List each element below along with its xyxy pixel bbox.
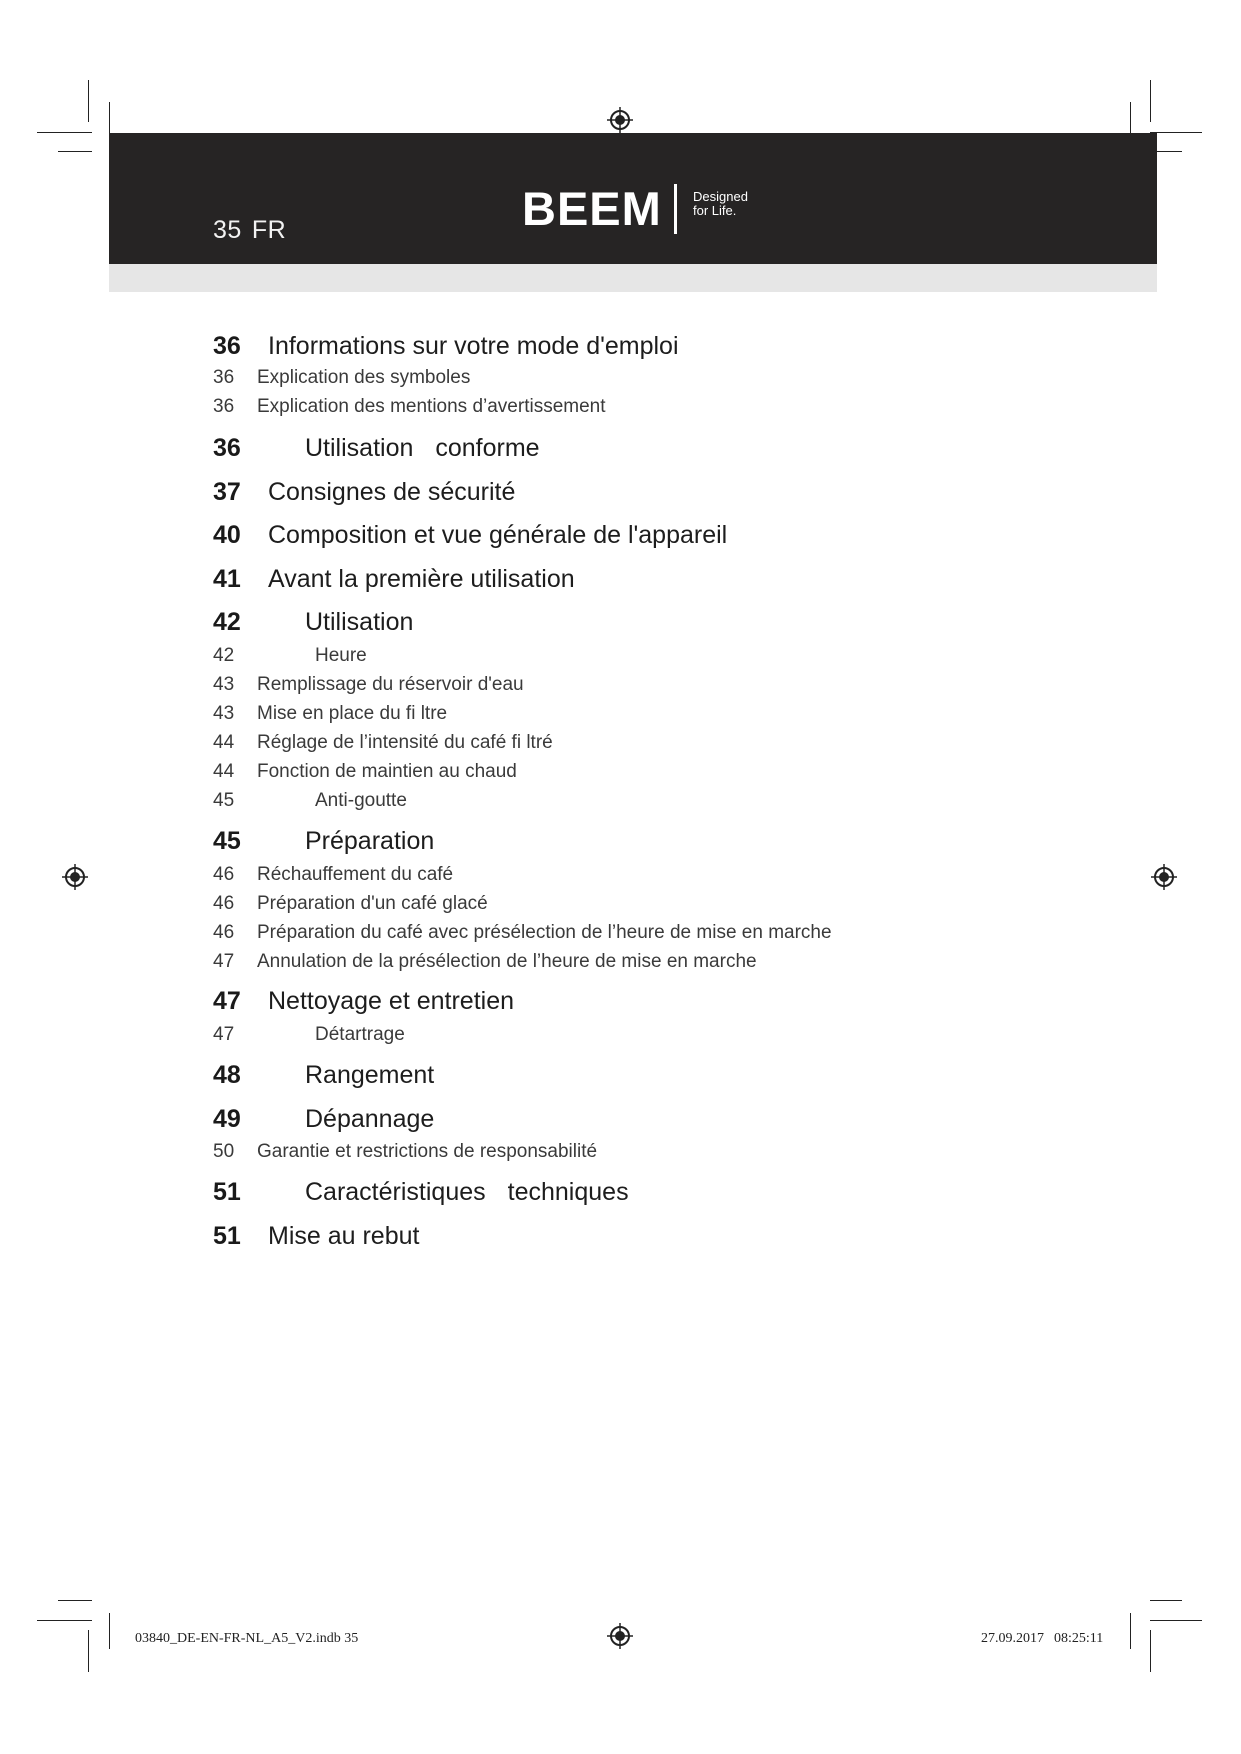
- toc-entry: [213, 1141, 597, 1163]
- toc-entry: [213, 790, 407, 812]
- toc-entry: [213, 565, 575, 594]
- toc-title: Rangement: [305, 1061, 435, 1089]
- toc-entry: [213, 922, 832, 944]
- toc-entry: [213, 674, 524, 696]
- toc-page: 51: [213, 1222, 241, 1250]
- toc-page: 42: [213, 608, 241, 636]
- toc-entry: [213, 1178, 629, 1207]
- toc-title: Explication des mentions d’avertissement: [257, 396, 606, 417]
- print-slug-timestamp: [981, 1631, 1103, 1647]
- toc-title: Remplissage du réservoir d'eau: [257, 674, 524, 695]
- toc-title: Nettoyage et entretien: [268, 987, 514, 1015]
- toc-entry: [213, 1024, 405, 1046]
- toc-entry: [213, 332, 679, 361]
- toc-title: Garantie et restrictions de responsabilité: [257, 1141, 598, 1162]
- toc-page: 47: [213, 987, 241, 1015]
- toc-entry: [213, 893, 488, 915]
- tagline-line-2: for Life.: [693, 203, 737, 218]
- toc-entry: [213, 367, 470, 389]
- toc-title: Préparation du café avec présélection de l’heure de mise en marche: [257, 922, 832, 943]
- toc-entry: [213, 864, 453, 886]
- toc-title: Mise en place du fi ltre: [257, 703, 448, 724]
- toc-page: 51: [213, 1178, 241, 1206]
- page-number: 35: [213, 216, 242, 244]
- toc-title: Préparation: [305, 827, 435, 855]
- toc-page: 40: [213, 521, 241, 549]
- toc-title: Réglage de l’intensité du café fi ltré: [257, 732, 553, 753]
- toc-title: conforme: [435, 434, 540, 462]
- tagline-line-1: Designed: [693, 189, 748, 204]
- toc-title: Dépannage: [305, 1105, 435, 1133]
- toc-page: 42: [213, 645, 235, 666]
- toc-page: 50: [213, 1141, 235, 1162]
- print-date: 27.09.2017: [981, 1631, 1044, 1646]
- toc-title: Explication des symboles: [257, 367, 471, 388]
- toc-title: Utilisation: [305, 434, 414, 462]
- toc-title: Mise au rebut: [268, 1222, 420, 1250]
- toc-page: 44: [213, 732, 235, 753]
- language-code: FR: [251, 216, 287, 244]
- toc-entry: [213, 521, 727, 550]
- brand-logo: BEEM: [522, 182, 662, 235]
- toc-entry: [213, 732, 553, 754]
- toc-title: Consignes de sécurité: [268, 478, 516, 506]
- toc-entry: [213, 827, 434, 856]
- toc-page: 45: [213, 790, 235, 811]
- toc-entry: [213, 951, 757, 973]
- toc-entry: [213, 761, 517, 783]
- toc-title: Préparation d'un café glacé: [257, 893, 488, 914]
- toc-entry: [213, 1222, 419, 1251]
- toc-entry: [213, 434, 540, 463]
- toc-page: 43: [213, 703, 235, 724]
- toc-entry: [213, 608, 413, 637]
- toc-entry: [213, 1105, 434, 1134]
- toc-title: Utilisation: [305, 608, 414, 636]
- toc-title: Avant la première utilisation: [268, 565, 575, 593]
- print-time: 08:25:11: [1054, 1631, 1104, 1646]
- toc-entry: [213, 645, 367, 667]
- toc-page: 46: [213, 864, 235, 885]
- toc-page: 45: [213, 827, 241, 855]
- print-slug-file: 03840_DE-EN-FR-NL_A5_V2.indb 35: [135, 1631, 359, 1646]
- toc-page: 48: [213, 1061, 241, 1089]
- toc-page: 49: [213, 1105, 241, 1133]
- toc-title: Composition et vue générale de l'appareil: [268, 521, 728, 549]
- toc-entry: [213, 987, 514, 1016]
- toc-page: 46: [213, 893, 235, 914]
- toc-page: 47: [213, 1024, 235, 1045]
- toc-title: Informations sur votre mode d'emploi: [268, 332, 679, 360]
- toc-page: 41: [213, 565, 241, 593]
- toc-entry: [213, 703, 447, 725]
- toc-page: 36: [213, 434, 241, 462]
- toc-title: Caractéristiques: [305, 1178, 486, 1206]
- toc-page: 43: [213, 674, 235, 695]
- toc-title: techniques: [507, 1178, 629, 1206]
- toc-page: 36: [213, 396, 235, 417]
- toc-page: 46: [213, 922, 235, 943]
- toc-page: 44: [213, 761, 235, 782]
- toc-entry: [213, 1061, 434, 1090]
- toc-title: Fonction de maintien au chaud: [257, 761, 517, 782]
- toc-page: 36: [213, 367, 235, 388]
- toc-title: Détartrage: [315, 1024, 405, 1045]
- toc-page: 36: [213, 332, 241, 360]
- toc-title: Annulation de la présélection de l’heure de mise en marche: [257, 951, 757, 972]
- toc-page: 47: [213, 951, 235, 972]
- toc-entry: [213, 396, 606, 418]
- toc-title: Anti-goutte: [315, 790, 407, 811]
- toc-title: Heure: [315, 645, 367, 666]
- toc-entry: [213, 478, 515, 507]
- toc-title: Réchauffement du café: [257, 864, 454, 885]
- toc-page: 37: [213, 478, 241, 506]
